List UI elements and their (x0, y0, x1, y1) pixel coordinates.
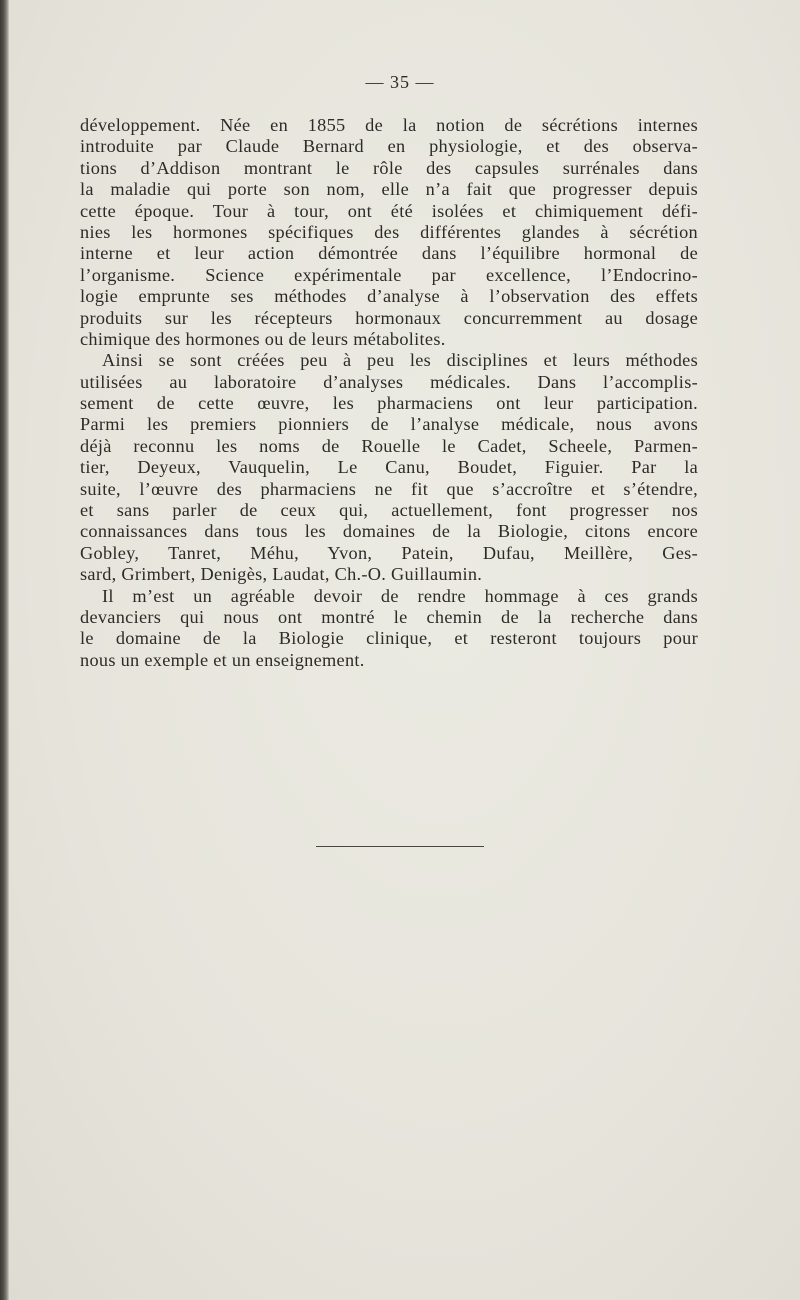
text-line: Parmi les premiers pionniers de l’analyse médicale, nous avons (80, 414, 698, 435)
body-text (80, 115, 698, 671)
text-line: sard, Grimbert, Denigès, Laudat, Ch.-O. Guillaumin. (80, 564, 483, 585)
page-number: — 35 — (365, 72, 435, 92)
text-line: déjà reconnu les noms de Rouelle le Cadet, Scheele, Parmen- (80, 435, 698, 456)
text-line: Gobley, Tanret, Méhu, Yvon, Patein, Dufau, Meillère, Ges- (80, 542, 698, 563)
text-line: logie emprunte ses méthodes d’analyse à l’observation des effets (80, 286, 698, 307)
text-line: devanciers qui nous ont montré le chemin de la recherche dans (80, 606, 698, 627)
text-line: l’organisme. Science expérimentale par excellence, l’Endocrino- (80, 264, 698, 285)
book-binding-edge (0, 0, 9, 1300)
text-line: développement. Née en 1855 de la notion de sécrétions internes (80, 115, 698, 135)
text-line: Ainsi se sont créées peu à peu les disciplines et leurs méthodes (102, 350, 698, 371)
text-line: introduite par Claude Bernard en physiologie, et des observa- (80, 136, 698, 157)
text-line: nous un exemple et un enseignement. (80, 649, 365, 670)
text-line: nies les hormones spécifiques des différentes glandes à sécrétion (80, 221, 698, 242)
text-line: utilisées au laboratoire d’analyses médicales. Dans l’accomplis- (80, 371, 698, 392)
text-line: tier, Deyeux, Vauquelin, Le Canu, Boudet, Figuier. Par la (80, 457, 698, 478)
text-line: interne et leur action démontrée dans l’équilibre hormonal de (80, 243, 698, 264)
text-line: connaissances dans tous les domaines de la Biologie, citons encore (80, 521, 698, 542)
text-line: produits sur les récepteurs hormonaux concurremment au dosage (80, 307, 698, 328)
text-line: sement de cette œuvre, les pharmaciens ont leur participation. (80, 393, 698, 414)
separator-rule (316, 846, 484, 847)
text-line: le domaine de la Biologie clinique, et resteront toujours pour (80, 628, 698, 649)
text-line: la maladie qui porte son nom, elle n’a fait que progresser depuis (80, 179, 698, 200)
text-line: cette époque. Tour à tour, ont été isolées et chimiquement défi- (80, 200, 698, 221)
text-line: tions d’Addison montrant le rôle des capsules surrénales dans (80, 157, 698, 178)
text-line: suite, l’œuvre des pharmaciens ne fit que s’accroître et s’étendre, (80, 478, 698, 499)
text-line: et sans parler de ceux qui, actuellement, font progresser nos (80, 500, 698, 521)
text-line: chimique des hormones ou de leurs métabolites. (80, 328, 446, 349)
text-line: Il m’est un agréable devoir de rendre hommage à ces grands (102, 585, 698, 606)
